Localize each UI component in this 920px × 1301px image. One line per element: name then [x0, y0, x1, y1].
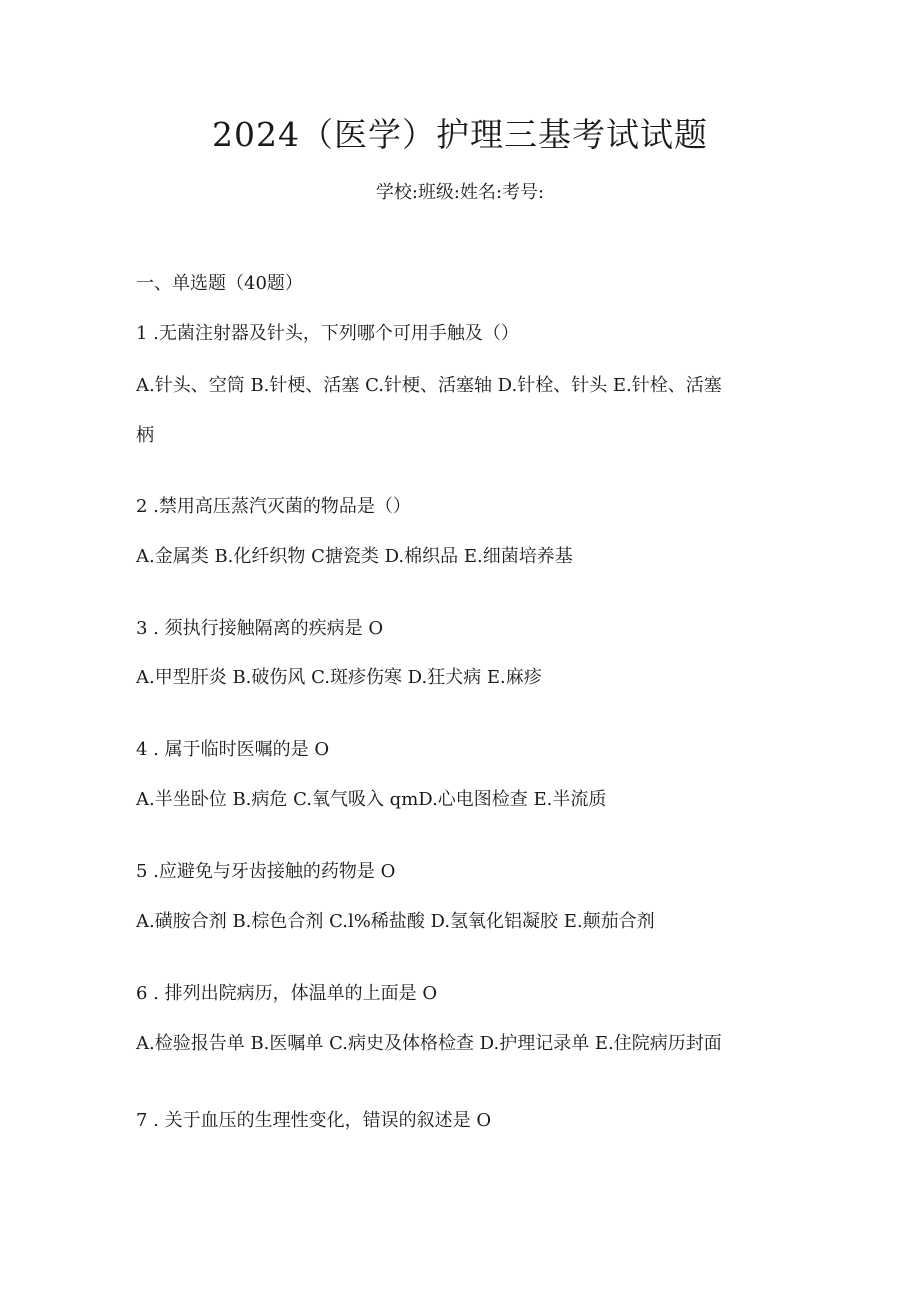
- question-options-3: A.甲型肝炎 B.破伤风 C.斑疹伤寒 D.狂犬病 E.麻疹: [136, 667, 542, 688]
- question-options-1-continued: 柄: [136, 425, 154, 446]
- question-options-6: A.检验报告单 B.医嘱单 C.病史及体格检查 D.护理记录单 E.住院病历封面: [136, 1033, 722, 1054]
- question-stem-4: 4 . 属于临时医嘱的是 O: [136, 739, 330, 760]
- question-options-2: A.金属类 B.化纤织物 C搪瓷类 D.棉织品 E.细菌培养基: [136, 546, 573, 567]
- page-title: 2024（医学）护理三基考试试题: [212, 115, 708, 154]
- question-stem-6: 6 . 排列出院病历，体温单的上面是 O: [136, 983, 438, 1004]
- question-stem-7: 7 . 关于血压的生理性变化，错误的叙述是 O: [136, 1110, 492, 1131]
- question-stem-5: 5 .应避免与牙齿接触的药物是 O: [136, 861, 396, 882]
- student-info-line: 学校:班级:姓名:考号:: [375, 182, 545, 203]
- question-stem-3: 3 . 须执行接触隔离的疾病是 O: [136, 618, 384, 639]
- question-stem-2: 2 .禁用高压蒸汽灭菌的物品是（）: [136, 496, 411, 517]
- question-options-4: A.半坐卧位 B.病危 C.氧气吸入 qmD.心电图检查 E.半流质: [136, 789, 607, 810]
- question-stem-1: 1 .无菌注射器及针头，下列哪个可用手触及（）: [136, 323, 519, 344]
- question-options-1: A.针头、空筒 B.针梗、活塞 C.针梗、活塞轴 D.针栓、针头 E.针栓、活塞: [136, 375, 722, 396]
- section-heading: 一、单选题（40题）: [136, 273, 303, 294]
- question-options-5: A.磺胺合剂 B.棕色合剂 C.l%稀盐酸 D.氢氧化铝凝胶 E.颠茄合剂: [136, 911, 655, 932]
